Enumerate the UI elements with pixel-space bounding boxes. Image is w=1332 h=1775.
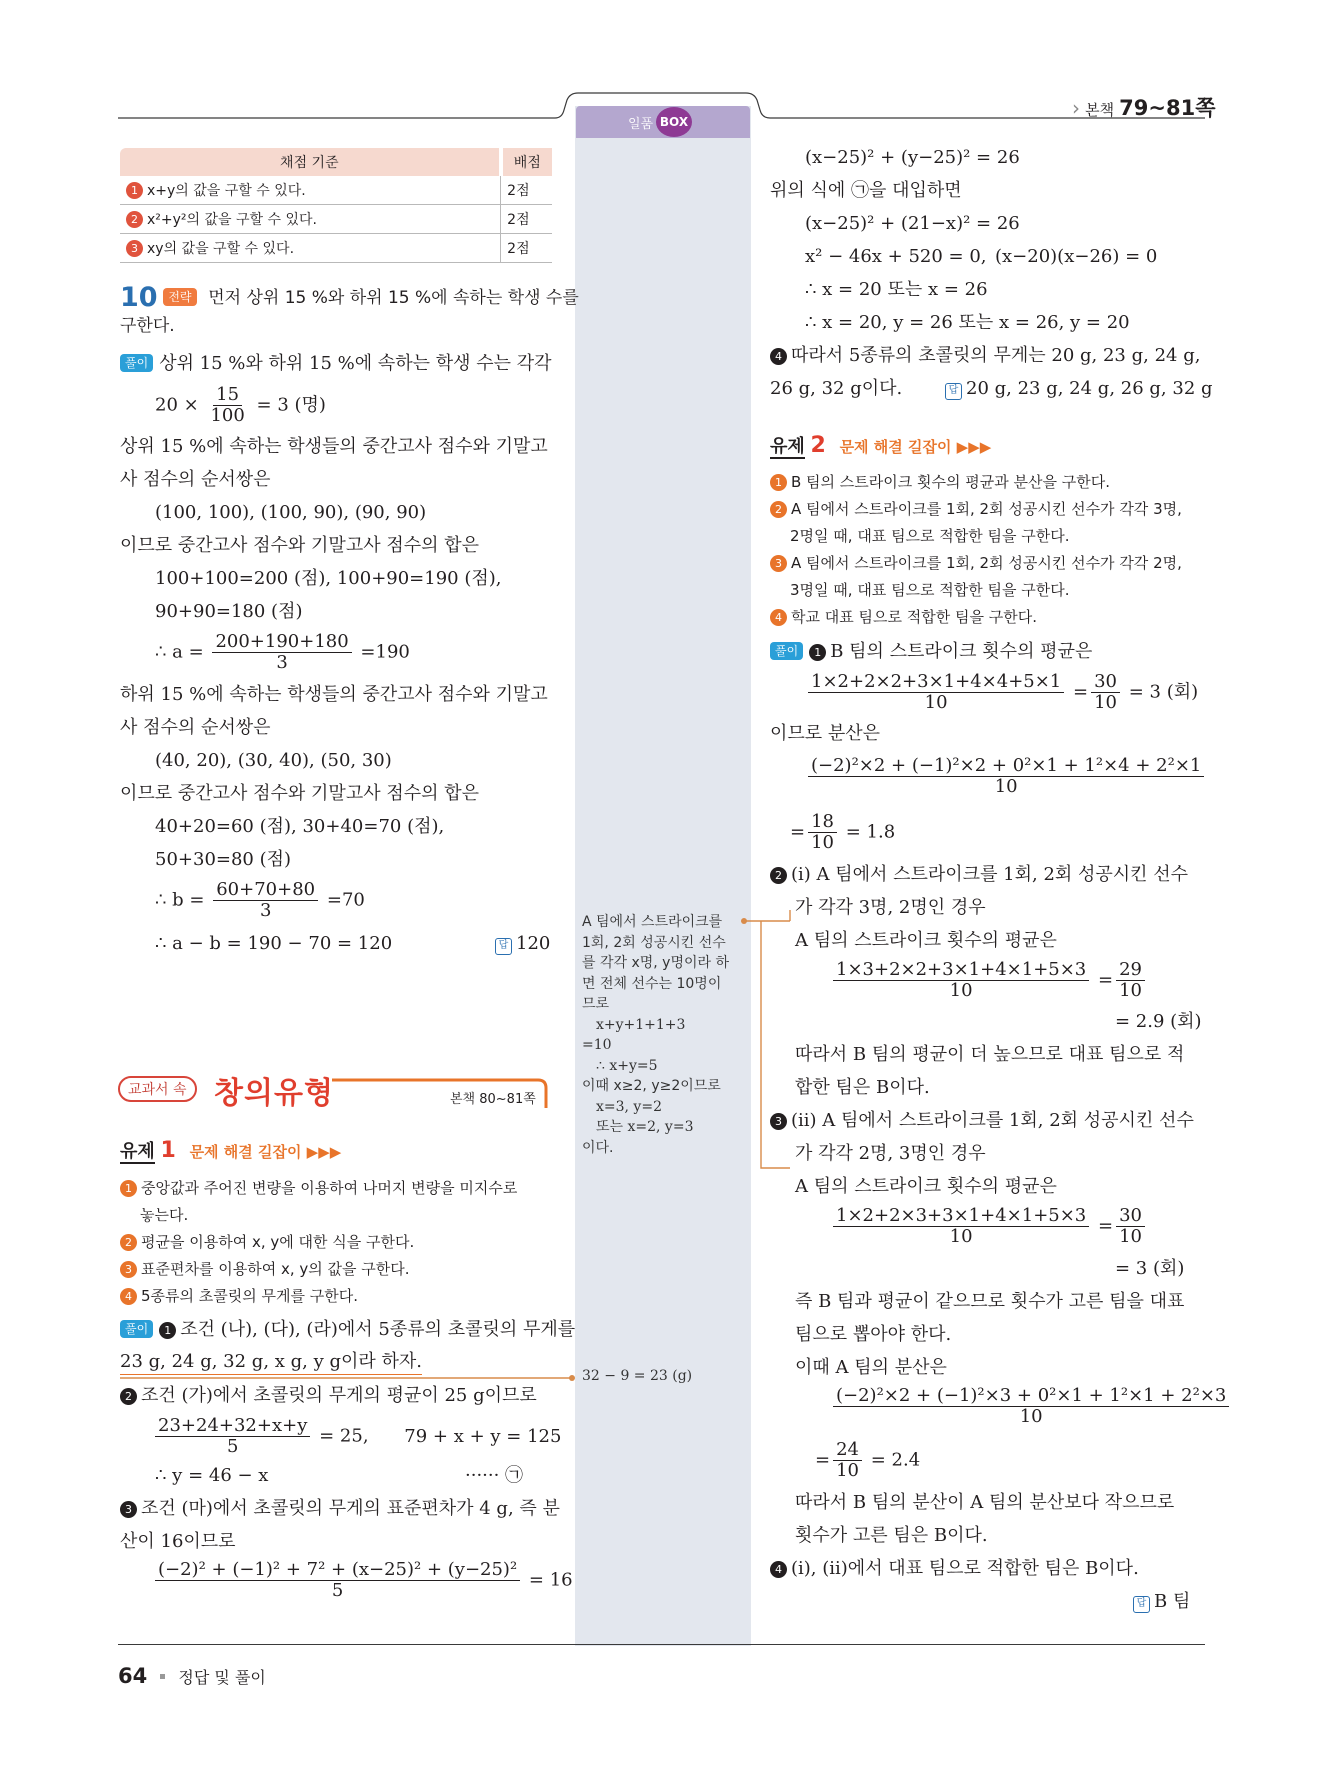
criteria-row: 1 x+y의 값을 구할 수 있다. — [120, 176, 501, 205]
criteria-row: 2 x²+y²의 값을 구할 수 있다. — [120, 205, 501, 234]
yuje2-step: 1 B 팀의 스트라이크 횟수의 평균과 분산을 구한다. — [770, 470, 1110, 494]
footer-rule — [118, 1644, 1205, 1645]
yuje2-sol-line: 4 (i), (ii)에서 대표 팀으로 적합한 팀은 B이다. — [770, 1557, 1139, 1581]
right-line: (x−25)² + (y−25)² = 26 — [805, 147, 1020, 168]
right-line: ∴ x = 20 또는 x = 26 — [805, 279, 988, 300]
problem-number: 10 — [120, 282, 158, 313]
yuje1-sol-line: ∴ y = 46 − x — [155, 1465, 269, 1486]
page-number: 64 — [118, 1664, 148, 1688]
p10-line: 사 점수의 순서쌍은 — [120, 717, 271, 738]
yuje2-fraction-line: $\frac{1\times 3+2\times 2+3\times 1+4\times 1+5\times 3}{10}$ = $\frac{29}{10}$ — [830, 960, 1148, 1001]
section-ref: 본책 80~81쪽 — [450, 1092, 536, 1107]
yuje2-sol-line: 이때 A 팀의 분산은 — [795, 1357, 947, 1378]
p10-line: 풀이 상위 15 %와 하위 15 %에 속하는 학생 수는 각각 — [120, 352, 552, 376]
yuje2-sol-line: 2 (i) A 팀에서 스트라이크를 1회, 2회 성공시킨 선수 — [770, 863, 1188, 887]
yuje2-fraction-line: = $\frac{18}{10}$ = 1.8 — [790, 811, 896, 853]
yuje2-sol-line: 합한 팀은 B이다. — [795, 1077, 930, 1098]
yuje1-sol-line: 3 조건 (마)에서 초콜릿의 무게의 표준편차가 4 g, 즉 분 — [120, 1497, 560, 1521]
yuje1-step: 3 표준편차를 이용하여 x, y의 값을 구한다. — [120, 1257, 409, 1281]
section-title: 창의유형 — [214, 1076, 334, 1111]
answer-icon: 답 — [945, 383, 962, 400]
yuje1-fraction-line: $\frac{23+24+32+x+y}{5}$ = 25, 79 + x + y = 125 — [152, 1416, 561, 1457]
yuje2-step: 3명일 때, 대표 팀으로 적합한 팀을 구한다. — [790, 581, 1070, 599]
yuje2-sol-line: 횟수가 고른 팀은 B이다. — [795, 1525, 988, 1546]
yuje1-sol-line: 23 g, 24 g, 32 g, x g, y g이라 하자. — [120, 1350, 422, 1375]
yuje1-sol-line: 2 조건 (가)에서 초콜릿의 무게의 평균이 25 g이므로 — [120, 1384, 537, 1408]
criteria-points: 2점 — [501, 205, 552, 234]
yuje2-answer: 답 B 팀 — [1133, 1590, 1190, 1614]
yuje2-sol-line: 이므로 분산은 — [770, 723, 881, 744]
yuje2-step: 3 A 팀에서 스트라이크를 1회, 2회 성공시킨 선수가 각각 2명, — [770, 551, 1182, 575]
yuje2-sol-line: = 3 (회) — [1115, 1258, 1185, 1279]
yuje2-sol-line: 따라서 B 팀의 평균이 더 높으므로 대표 팀으로 적 — [795, 1044, 1185, 1065]
right-line: (x−25)² + (21−x)² = 26 — [805, 213, 1020, 234]
criteria-points: 2점 — [501, 234, 552, 263]
yuje1-step: 1 중앙값과 주어진 변량을 이용하여 나머지 변량을 미지수로 — [120, 1176, 517, 1200]
yuje1-fraction-line: $\frac{\text{(−2)² + (−1)² + 7² + (x−25)² + (y−25)²}}{5}$ = 16 — [152, 1560, 573, 1601]
answer-icon: 답 — [495, 938, 512, 955]
box-label-text: 일품 — [628, 117, 654, 132]
right-line: 26 g, 32 g이다. — [770, 378, 903, 399]
section-tag: 교과서 속 — [118, 1076, 197, 1102]
p10-line: ∴ a − b = 190 − 70 = 120 — [155, 933, 393, 954]
criteria-points: 2점 — [501, 176, 552, 205]
yuje2-sol-line: = 2.9 (회) — [1115, 1011, 1202, 1032]
strategy-tag: 전략 — [163, 288, 196, 306]
yuje2-sol-line: 즉 B 팀과 평균이 같으므로 횟수가 고른 팀을 대표 — [795, 1291, 1185, 1312]
yuje2-sol-line: 팀으로 뽑아야 한다. — [795, 1324, 952, 1345]
yuje2-step: 2 A 팀에서 스트라이크를 1회, 2회 성공시킨 선수가 각각 3명, — [770, 497, 1182, 521]
footer — [118, 1664, 266, 1688]
footer-text: 정답 및 풀이 — [178, 1668, 266, 1687]
criteria-header: 채점 기준 — [120, 148, 501, 176]
yuje2-fraction-line: $\frac{\text{(−2)²×2 + (−1)²×2 + 0²×1 + 1²×4 + 2²×1}}{10}$ — [805, 756, 1207, 797]
yuje2-sol-line: 따라서 B 팀의 분산이 A 팀의 분산보다 작으므로 — [795, 1492, 1175, 1513]
ref-prefix: 본책 — [1085, 101, 1115, 119]
yuje1-sol-line: 풀이 1 조건 (나), (다), (라)에서 5종류의 초콜릿의 무게를 — [120, 1318, 575, 1342]
yuje1-sol-line: 산이 16이므로 — [120, 1531, 236, 1552]
p10-fraction-line: 20 × $\frac{15}{100}$ = 3 (명) — [155, 384, 326, 426]
p10-line: 50+30=80 (점) — [155, 849, 292, 870]
points-header: 배점 — [501, 148, 552, 176]
yuje1-step: 2 평균을 이용하여 x, y에 대한 식을 구한다. — [120, 1230, 414, 1254]
right-answer: 답 20 g, 23 g, 24 g, 26 g, 32 g — [945, 377, 1213, 401]
p10-line: 100+100=200 (점), 100+90=190 (점), — [155, 568, 502, 589]
strategy-text-cont: 구한다. — [120, 316, 175, 336]
side-note-1: A 팀에서 스트라이크를 1회, 2회 성공시킨 선수 를 각각 x명, y명이라 하 면 전체 선수는 10명이 므로 x+y+1+1+3 =10 ∴ x+y=5 이때 x≥2, y≥2이므로 x=3, y=2 또는 x=2, y=3 이다. — [582, 914, 730, 1156]
p10-fraction-line: ∴ b = $\frac{60+70+80}{3}$ =70 — [155, 879, 365, 921]
criteria-row: 3 xy의 값을 구할 수 있다. — [120, 234, 501, 263]
yuje2-fraction-line: $\frac{1\times 2+2\times 3+3\times 1+4\times 1+5\times 3}{10}$ = $\frac{30}{10}$ — [830, 1206, 1148, 1247]
yuje2-fraction-line: $\frac{\text{(−2)²×2 + (−1)²×3 + 0²×1 + 1²×1 + 2²×3}}{10}$ — [830, 1386, 1232, 1427]
answer-icon: 답 — [1133, 1596, 1150, 1613]
yuje1-header: 유제 1 문제 해결 길잡이 ▶▶▶ — [120, 1138, 342, 1163]
p10-line: (40, 20), (30, 40), (50, 30) — [155, 750, 392, 771]
p10-line: 이므로 중간고사 점수와 기말고사 점수의 합은 — [120, 535, 479, 556]
yuje2-sol-line: 가 각각 2명, 3명인 경우 — [795, 1143, 986, 1164]
box-badge: BOX — [656, 107, 692, 137]
yuje2-sol-line: 가 각각 3명, 2명인 경우 — [795, 897, 986, 918]
right-line: (x−20)(x−26) = 0 — [995, 246, 1158, 267]
p10-fraction-line: ∴ a = $\frac{200+190+180}{3}$ =190 — [155, 631, 410, 673]
footer-separator — [160, 1674, 165, 1679]
yuje2-fraction-line: = $\frac{24}{10}$ = 2.4 — [815, 1439, 921, 1481]
yuje1-step: 4 5종류의 초콜릿의 무게를 구한다. — [120, 1284, 358, 1308]
p10-line: (100, 100), (100, 90), (90, 90) — [155, 502, 427, 523]
yuje2-sol-line: A 팀의 스트라이크 횟수의 평균은 — [795, 1176, 1057, 1197]
yuje2-sol-line: A 팀의 스트라이크 횟수의 평균은 — [795, 930, 1057, 951]
strategy-text: 먼저 상위 15 %와 하위 15 %에 속하는 학생 수를 — [208, 288, 579, 308]
chevron-right-icon: › — [1072, 96, 1080, 120]
yuje2-sol-line: 풀이 1 B 팀의 스트라이크 횟수의 평균은 — [770, 640, 1092, 664]
p10-answer: 답 120 — [495, 932, 550, 956]
yuje1-step: 놓는다. — [140, 1206, 189, 1224]
yuje2-step: 2명일 때, 대표 팀으로 적합한 팀을 구한다. — [790, 527, 1070, 545]
yuje2-sol-line: 3 (ii) A 팀에서 스트라이크를 1회, 2회 성공시킨 선수 — [770, 1109, 1194, 1133]
solution-tag: 풀이 — [120, 354, 153, 372]
p10-line: 이므로 중간고사 점수와 기말고사 점수의 합은 — [120, 783, 479, 804]
p10-line: 상위 15 %에 속하는 학생들의 중간고사 점수와 기말고 — [120, 436, 548, 457]
right-line: 위의 식에 ㉠을 대입하면 — [770, 180, 962, 201]
p10-line: 하위 15 %에 속하는 학생들의 중간고사 점수와 기말고 — [120, 684, 548, 705]
side-note-2: 32 − 9 = 23 (g) — [582, 1368, 693, 1384]
right-line: x² − 46x + 520 = 0, — [805, 246, 987, 267]
ref-pages: 79~81쪽 — [1119, 96, 1216, 120]
p10-line: 90+90=180 (점) — [155, 601, 303, 622]
p10-line: 40+20=60 (점), 30+40=70 (점), — [155, 816, 445, 837]
p10-line: 사 점수의 순서쌍은 — [120, 469, 271, 490]
right-line: ∴ x = 20, y = 26 또는 x = 26, y = 20 — [805, 312, 1130, 333]
yuje2-step: 4 학교 대표 팀으로 적합한 팀을 구한다. — [770, 605, 1037, 629]
right-line: 4 따라서 5종류의 초콜릿의 무게는 20 g, 23 g, 24 g, — [770, 344, 1200, 368]
equation-marker: ······ ㉠ — [465, 1465, 524, 1486]
yuje2-header: 유제 2 문제 해결 길잡이 ▶▶▶ — [770, 433, 992, 458]
yuje2-fraction-line: $\frac{1\times 2+2\times 2+3\times 1+4\times 4+5\times 1}{10}$ = $\frac{30}{10}$ = 3 (회) — [805, 672, 1198, 713]
